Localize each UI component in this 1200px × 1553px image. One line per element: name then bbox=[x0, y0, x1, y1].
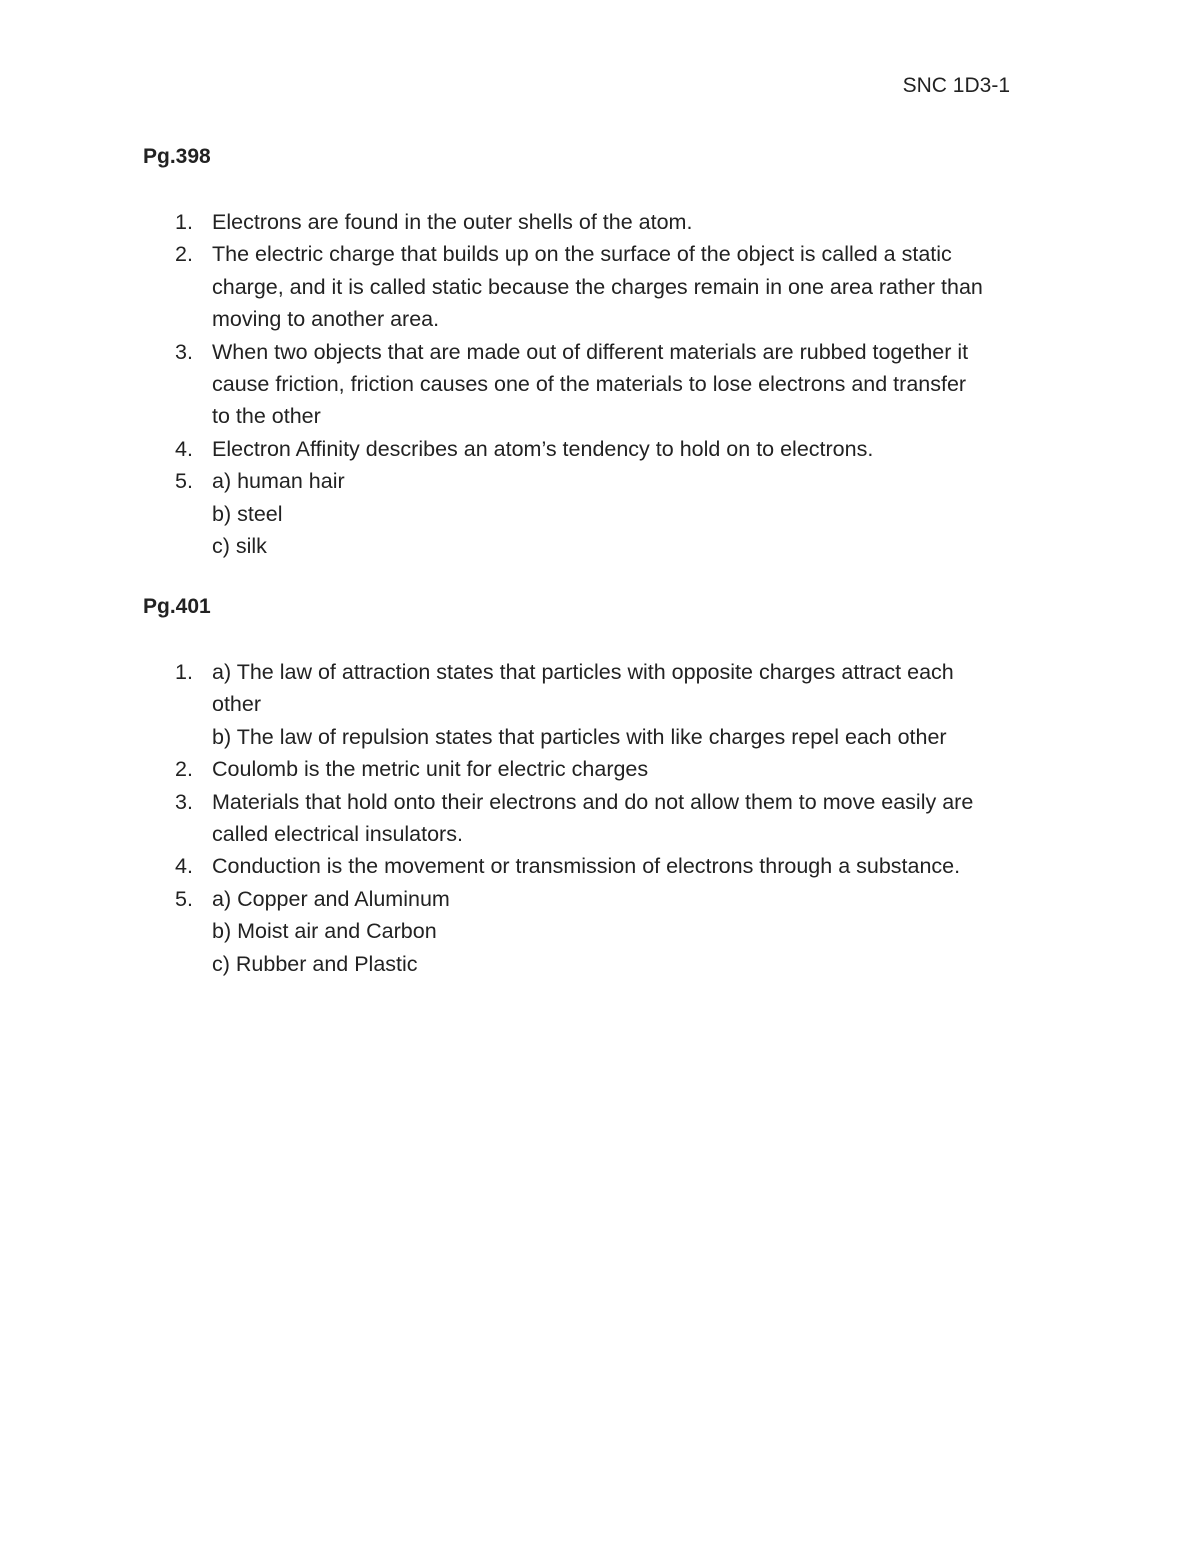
answer-line: Electron Affinity describes an atom’s tendency to hold on to electrons. bbox=[212, 436, 874, 461]
answer-line: b) Moist air and Carbon bbox=[212, 919, 437, 944]
answer-line: Coulomb is the metric unit for electric charges bbox=[212, 757, 649, 782]
answer-line: The electric charge that builds up on the surface of the object is called a static bbox=[212, 242, 952, 267]
answer-line: a) Copper and Aluminum bbox=[212, 886, 450, 911]
answer-list bbox=[143, 656, 1073, 980]
answer-item bbox=[143, 883, 1073, 980]
answer-line: When two objects that are made out of different materials are rubbed together it bbox=[212, 339, 969, 364]
answer-item bbox=[143, 850, 1073, 882]
answer-item bbox=[143, 206, 1073, 238]
answer-number: 2. bbox=[175, 757, 193, 782]
answer-item bbox=[143, 753, 1073, 785]
section-pg398 bbox=[143, 144, 1073, 562]
answer-line: a) human hair bbox=[212, 469, 345, 494]
answer-item bbox=[143, 465, 1073, 562]
answer-number: 1. bbox=[175, 660, 193, 684]
answer-line: c) silk bbox=[212, 534, 267, 559]
course-code: SNC 1D3-1 bbox=[902, 74, 1010, 97]
answer-item bbox=[143, 238, 1073, 335]
section-title: Pg.398 bbox=[143, 145, 211, 168]
answer-line: other bbox=[212, 692, 262, 717]
answer-item bbox=[143, 786, 1073, 851]
answer-number: 3. bbox=[175, 789, 193, 814]
answer-line: b) The law of repulsion states that particles with like charges repel each other bbox=[212, 724, 947, 749]
answer-line: moving to another area. bbox=[212, 307, 440, 332]
answer-number: 5. bbox=[175, 469, 193, 494]
answer-number: 4. bbox=[175, 436, 193, 461]
answer-number: 1. bbox=[175, 210, 193, 234]
answer-line: Materials that hold onto their electrons and do not allow them to move easily are bbox=[212, 789, 974, 814]
answer-item bbox=[143, 433, 1073, 465]
answer-line: c) Rubber and Plastic bbox=[212, 951, 418, 976]
section-pg401 bbox=[143, 594, 1073, 980]
answer-item bbox=[143, 336, 1073, 433]
answer-number: 5. bbox=[175, 886, 193, 911]
answer-list bbox=[143, 206, 1073, 562]
answer-line: a) The law of attraction states that particles with opposite charges attract each bbox=[212, 660, 954, 684]
answer-item bbox=[143, 656, 1073, 753]
section-title: Pg.401 bbox=[143, 595, 211, 618]
answer-line: to the other bbox=[212, 404, 321, 429]
answer-number: 2. bbox=[175, 242, 193, 267]
answer-line: Electrons are found in the outer shells of the atom. bbox=[212, 210, 693, 234]
answer-line: called electrical insulators. bbox=[212, 822, 463, 847]
answer-line: cause friction, friction causes one of the materials to lose electrons and transfer bbox=[212, 372, 967, 397]
answer-number: 3. bbox=[175, 339, 193, 364]
answer-line: Conduction is the movement or transmission of electrons through a substance. bbox=[212, 854, 961, 879]
answer-number: 4. bbox=[175, 854, 193, 879]
answer-line: b) steel bbox=[212, 501, 283, 526]
answer-line: charge, and it is called static because the charges remain in one area rather than bbox=[212, 274, 983, 299]
